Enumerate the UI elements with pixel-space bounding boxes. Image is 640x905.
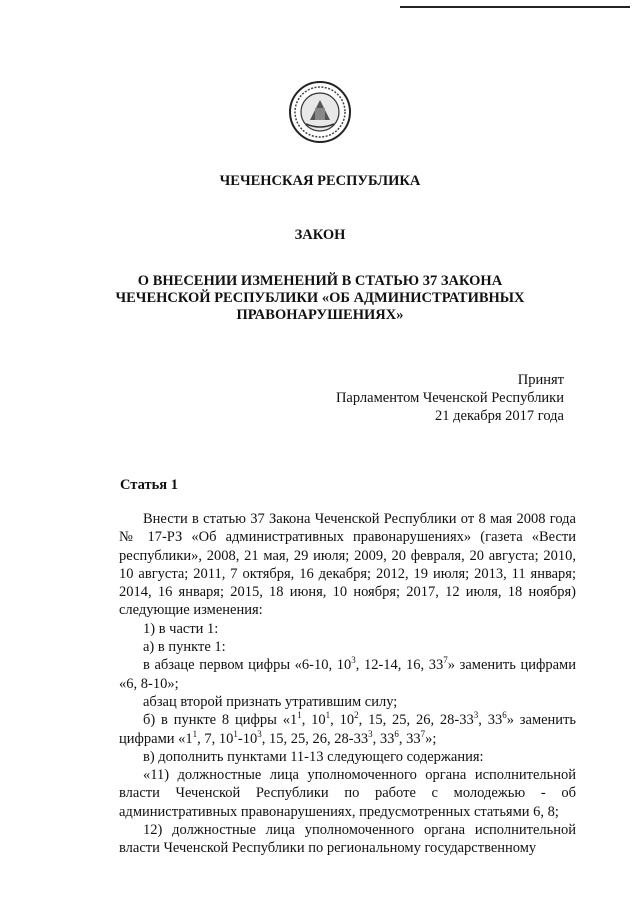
article-intro: Внести в статью 37 Закона Чеченской Республики от 8 мая 2008 года № 17-РЗ «Об административных правонарушениях» (газета «Вести республики», 2008, 21 мая, 29 июля; 2009, 20 февраля, 20 августа; 2010, 10 августа; 2011, 7 октября, 16 декабря; 2012, 19 июля; 2013, 11 января; 2014, 16 января; 2015, 18 июня, 10 ноября; 2017, 12 июля, 18 ноября) следующие изменения: <box>119 511 576 619</box>
law-subject <box>0 273 640 324</box>
item-1: 1) в части 1: <box>143 620 219 637</box>
item-a-text: в абзаце первом цифры «6-10, $10^3$, 12-14, 16, $33^7$» заменить цифрами «6, 8-10»; <box>119 655 576 692</box>
adopted-label: Принят <box>517 372 564 388</box>
item-a2: абзац второй признать утратившим силу; <box>143 693 398 710</box>
item-b: б) в пункте 8 цифры «$1^1$, $10^1$, $10^2$, 15, 25, 26, $28-33^3$, $33^6$» заменить цифрами «$1^1$, 7, $10^1-10^3$, 15, 25, 26, $28-33^3$, $33^6$, $33^7$»; <box>119 710 577 747</box>
republic-title: ЧЕЧЕНСКАЯ РЕСПУБЛИКА <box>219 173 421 189</box>
article-body <box>119 510 576 858</box>
subject-line-3: ПРАВОНАРУШЕНИЯХ» <box>236 307 404 323</box>
article-title: Статья 1 <box>120 477 178 493</box>
top-rule <box>400 6 630 8</box>
adopted-by: Парламентом Чеченской Республики <box>335 390 564 406</box>
adopted-date: 21 декабря 2017 года <box>435 408 564 424</box>
item-11: «11) должностные лица уполномоченного органа исполнительной власти Чеченской Республики по работе с молодежью - об административных правонарушениях, предусмотренных статьями 6, 8; <box>119 767 576 820</box>
subject-line-2: ЧЕЧЕНСКОЙ РЕСПУБЛИКИ «ОБ АДМИНИСТРАТИВНЫХ <box>115 290 525 306</box>
subject-line-1: О ВНЕСЕНИИ ИЗМЕНЕНИЙ В СТАТЬЮ 37 ЗАКОНА <box>137 273 503 289</box>
item-v: в) дополнить пунктами 11-13 следующего содержания: <box>143 748 484 765</box>
coat-of-arms-emblem <box>288 80 352 144</box>
document-type: ЗАКОН <box>294 227 346 243</box>
item-a: а) в пункте 1: <box>143 639 226 656</box>
adoption-block <box>336 371 564 425</box>
item-12: 12) должностные лица уполномоченного органа исполнительной власти Чеченской Республики по региональному государственному <box>119 822 576 857</box>
